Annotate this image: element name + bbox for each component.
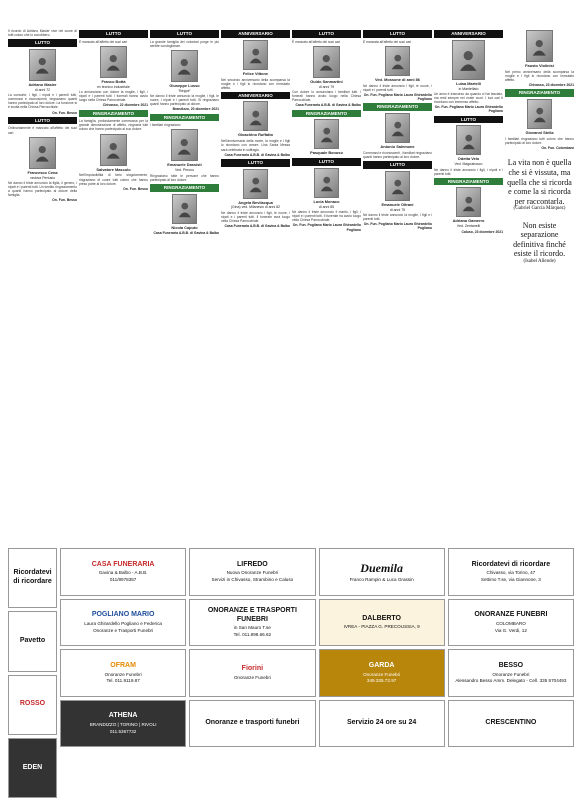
portrait-silhouette-icon [177,135,192,156]
ad-line: Alessandro Besso Amm. Delegato - Cell. 335 5704493 [455,678,567,684]
ad-title: Onoranze e trasporti funebri [205,719,300,727]
ad-title: ATHENA [108,712,138,720]
ad-line: IVREA - PIAZZA G. PRECOUSSIA, 9 [343,624,420,630]
portrait-photo [313,46,339,78]
notice-signature: Casa Funeraria A.B.B. di Gavina & Balbo [224,152,290,157]
portrait-photo [172,194,197,224]
portrait-silhouette-icon [462,131,476,151]
quote-author: (Gabriel García Márquez) [513,206,566,212]
notice-header: RINGRAZIAMENTO [363,103,432,111]
notice-header: LUTTO [292,158,361,166]
obituary-column [363,28,432,538]
deceased-name: Fausto Violinisi [525,63,554,68]
notice-header: LUTTO [8,117,77,125]
memorial-quote: La vita non è quella che si è vissuta, ma quella che si ricorda e come la si ricorda per raccontarla. [507,158,572,206]
deceased-subtitle: "Beppe" [178,88,191,93]
advertisement [319,700,445,748]
obituaries-area [8,28,574,538]
advertisement [319,599,445,647]
obituary-column [505,28,574,538]
ad-line: Laura Ghirardello Pogliano e Federica [84,621,162,627]
notice-text: I familiari ringraziano [150,123,181,128]
notice-text: Ne danno il triste annuncio i figli, le nuore, i nipoti e i parenti tutti. [363,83,432,92]
deceased-name: Nicola Caputo [171,224,198,230]
notice-text: Lo annunciano con dolore la moglie, i figli, i nipoti e i parenti tutti. I funerali hanno avuto luogo nella Chiesa Parrocchiale. [79,89,148,103]
advertisement [448,649,574,697]
portrait-silhouette-icon [320,124,334,144]
ad-title: Ricordatevi di ricordare [13,569,52,586]
portrait-photo [385,113,410,143]
notice-text: Nell'impossibilità di farlo singolarmente, ringraziano di cuore tutti coloro che hanno preso parte al loro dolore. [79,173,148,186]
portrait-silhouette-icon [391,51,405,71]
portrait-photo [527,99,552,129]
ad-line: Onoranze e Trasporti Funebri [93,627,154,633]
deceased-name: Emanuele Dassisti [167,162,202,168]
portrait-silhouette-icon [459,46,477,73]
ad-line: BRANDIZZO | TORINO | RIVOLI [89,722,157,728]
notice-signature: Casa Funeraria A.B.B. di Gavina & Balbo [153,231,219,236]
deceased-name: Franco Bottà [101,78,126,84]
ad-title: OFRAM [110,661,136,669]
notice-header: LUTTO [363,161,432,169]
ad-title: Ricordatevi di ricordare [471,560,551,568]
notice-header: LUTTO [150,30,219,38]
portrait-photo [452,40,485,80]
notice-header: RINGRAZIAMENTO [505,89,574,97]
quote-author: (Isabel Allende) [523,259,556,265]
notice-signature: Brandizzo, 20 dicembre 2021 [172,107,219,112]
portrait-photo [385,171,410,201]
advertisement [60,599,186,647]
advertisement [448,548,574,596]
advertisement [189,548,315,596]
notice-signature: On. Fun. Colombaro [541,146,574,151]
notice-text: Il ricordo di Adriano Masier vive nel cuore di tutti coloro che lo conobbero. [8,29,77,38]
deceased-subtitle: Ved. Magnabosco [454,162,483,167]
notice-signature: Casa Funeraria A.B.B. di Gavina & Balbo [295,103,361,108]
notice-header: RINGRAZIAMENTO [79,110,148,118]
notice-signature: Chivasso, 23 dicembre 2021 [528,83,574,88]
deceased-subtitle: Ved. Zentanelli [456,224,481,229]
deceased-subtitle: ex tecnico industriale [97,84,130,89]
ad-line: 349.335.72.97 [366,678,397,684]
deceased-name: Gioachino Ruffatto [237,132,273,138]
portrait-photo [243,40,268,70]
advertisement [8,738,57,798]
notice-text: Ringraziano tutte le persone che hanno partecipato al loro dolore. [150,173,219,182]
ad-title: LIFREDO [237,560,268,568]
ad-line: Via G. Verdi, 12 [494,627,527,633]
ad-title: GARDA [368,661,395,669]
obituary-column [8,28,77,538]
notice-text: Ne danno il triste annuncio il marito, i figli, i nipoti e i parenti tutti. Il funerale ha avuto luogo nella Chiesa Parrocchiale. [292,209,361,223]
notice-text: Ne danno il triste annuncio i figli, le nuore, i nipoti e i parenti tutti. Il funerale avrà luogo nella Chiesa Parrocchiale. [221,210,290,223]
portrait-photo [29,137,55,169]
advertisement [60,548,186,596]
ad-line: 011/8978357 [109,577,137,583]
notice-header: ANNIVERSARIO [221,92,290,100]
notice-header: LUTTO [79,30,148,38]
portrait-photo [171,129,197,161]
notice-text: Nel secondo anniversario della scomparsa la moglie e i figli lo ricordano con immutato affetto. [221,77,290,90]
notice-header: LUTTO [434,116,503,124]
notice-signature: On. Fun. Pogliano Mario Laura Ghirardello Pogliano [363,222,432,231]
notice-signature: On. Fun. Besso [52,110,77,115]
obituary-column [221,28,290,538]
notice-header: RINGRAZIAMENTO [150,184,219,192]
deceased-name: Lucia Monaco [313,198,340,204]
notice-header: LUTTO [8,39,77,47]
deceased-name: Luisa Martelli [456,80,481,86]
notice-text: Ne danno il triste annuncio i figli, i nipoti e i parenti tutti. [434,167,503,176]
notice-header: LUTTO [363,30,432,38]
portrait-silhouette-icon [462,193,476,213]
portrait-photo [171,50,197,82]
ad-line: Tel. 011.898.66.62 [233,632,272,638]
deceased-name: Emanuele Oltrani [381,201,414,207]
ad-title: BESSO [498,661,524,669]
obituary-column [79,28,148,538]
deceased-name: Giovanni Stella [525,130,554,136]
ad-line: Tel. 011.9119.87 [106,678,140,684]
advertisement [60,700,186,748]
portrait-silhouette-icon [532,36,547,57]
deceased-subtitle: Ved. Pirroco [174,168,195,173]
notice-header: RINGRAZIAMENTO [292,110,361,118]
portrait-photo [456,125,481,155]
portrait-silhouette-icon [319,51,334,72]
notice-signature: On. Fun. Pogliano Mario Laura Ghirardello Pogliano [363,92,432,102]
portrait-silhouette-icon [178,199,192,219]
advertisement [8,548,57,608]
ad-title: POGLIANO MARIO [91,611,155,619]
ad-line: Gavina & Balbo - A.B.B. [98,570,148,576]
deceased-name: Guido Sanmartini [310,78,343,84]
portrait-silhouette-icon [106,51,121,72]
portrait-photo [526,30,552,62]
notice-signature: On. Fun. Pogliano Mario Laura Ghirardello Pogliano [292,223,361,232]
portrait-photo [243,169,268,199]
deceased-name: Adriana Gamerro [452,218,485,224]
notice-text: I familiari ringraziano tutti coloro che hanno partecipato al loro dolore. [505,136,574,146]
deceased-name: Antonio Salemone [380,143,415,149]
notice-text: Commossi e riconoscenti, i familiari ringraziano quanti hanno partecipato al loro dolore. [363,150,432,159]
ad-line: COLOMBARO [495,621,526,627]
deceased-name: Francesco Cena [27,169,58,175]
portrait-silhouette-icon [320,173,334,193]
ad-title: Fiorini [241,665,264,673]
ad-line: 011.5367732 [109,728,137,734]
portrait-photo [29,49,55,81]
notice-signature: On. Fun. Besso [52,198,77,203]
deceased-subtitle: di anni 85 [318,204,335,209]
portrait-silhouette-icon [249,174,263,194]
ad-title: ONORANZE E TRASPORTI FUNEBRI [207,606,297,623]
deceased-name: Angela Bevilacqua [238,199,273,205]
portrait-silhouette-icon [391,118,405,138]
ad-title: DALBERTO [362,614,401,622]
memorial-quote: Non esiste separazione definitiva finché esiste il ricordo. [513,220,566,259]
ad-title: Pavetto [19,637,46,644]
portrait-photo [100,134,126,166]
notice-text: Ne danno il triste annuncio la figlia, il genero, i nipoti e i parenti tutti. Un sentito ringraziamento a quanti hanno partecipato al dolore della famiglia. [8,180,77,198]
portrait-silhouette-icon [106,139,121,160]
notice-header: LUTTO [292,30,361,38]
ad-line: Onoranze Funebri [363,671,401,677]
notice-header: LUTTO [221,159,290,167]
advertisement [448,700,574,748]
notice-text: È mancato all'affetto dei suoi cari [79,39,128,44]
deceased-name: Odetta Velo [457,156,480,162]
advertisement [189,700,315,748]
notice-header: ANNIVERSARIO [221,30,290,38]
notice-signature: On. Fun. Pogliano Mario Laura Ghirardello Pogliano [434,105,503,114]
advertisement [319,548,445,596]
deceased-name: Salvatore Mascolo [96,166,131,172]
ad-line: Settimo T.se, via Giannone, 3 [480,577,541,583]
deceased-subtitle: di anni 75 [389,207,406,212]
deceased-subtitle: di anni 72 [34,87,51,92]
notice-header: RINGRAZIAMENTO [150,114,219,122]
portrait-silhouette-icon [35,142,50,163]
notice-signature: On. Fun. Besso [123,186,148,191]
portrait-photo [243,101,268,131]
deceased-subtitle: di anni 79 [318,84,335,89]
deceased-name: Pasquale Bonuso [310,150,343,156]
notice-text: Nel primo anniversario della scomparsa la moglie e i figli lo ricordano con immutato affetto. [505,69,574,83]
ad-line: Onoranze Funebri [233,675,271,680]
notice-text: Ordinariamente è mancato all'affetto dei suoi cari [8,126,77,135]
deceased-name: Felice Vittone [242,70,269,76]
notice-text: La famiglia, profondamente commossa per la grande dimostrazione di affetto, ringrazia tutti coloro che hanno partecipato al suo dolore. [79,119,148,132]
portrait-photo [100,46,126,78]
ad-line: Chivasso, via Torino, 47 [486,570,536,576]
ad-line: Franco Rampin & Luca Grassin [349,576,414,582]
portrait-photo [456,187,481,217]
notice-text: Un anno è trascorso da quando ci hai lasciato, ma resti sempre nei nostri cuori. I tuoi cari ti ricordano con immenso affetto. [434,91,503,105]
deceased-subtitle: vedova Pertusio [29,175,56,180]
advertisement [189,649,315,697]
deceased-name: Ved. Mossone di anni 86 [375,76,420,82]
portrait-photo [314,168,339,198]
obituary-column [292,28,361,538]
ad-title: Servizio 24 ore su 24 [346,719,417,727]
ad-title: CASA FUNERARIA [91,560,155,568]
obituary-column [150,28,219,538]
ad-title: ROSSO [19,700,46,708]
portrait-silhouette-icon [391,176,405,196]
advertisement [8,675,57,735]
deceased-name: Adriano Masier [28,81,57,87]
notice-text: È mancata all'affetto dei suoi cari [363,39,412,44]
ad-title: ONORANZE FUNEBRI [474,611,548,619]
notice-text: È mancato all'affetto dei suoi cari [292,39,341,44]
notice-text: Ne danno il triste annuncio la moglie, i figli e i parenti tutti. [363,212,432,222]
notice-signature: Chivasso, 22 dicembre 2021 [102,103,148,108]
ad-line: Servizi in Chivasso, Strambino e Caluso [211,577,294,583]
notice-header: ANNIVERSARIO [434,30,503,38]
notice-signature: Casa Funeraria A.B.B. di Gavina & Balbo [224,224,290,229]
notice-header: RINGRAZIAMENTO [434,178,503,186]
ad-title: EDEN [22,763,43,771]
portrait-silhouette-icon [35,54,50,75]
portrait-silhouette-icon [249,107,263,127]
portrait-photo [385,46,410,76]
notice-text: Con dolore lo annunciano i familiari tutti. I funerali hanno avuto luogo nella Chiesa Parrocchiale. [292,89,361,103]
ad-line: Onoranze Funebri [104,671,142,677]
notice-text: La consorte, i figli, i nipoti e i parenti tutti, commossi e riconoscenti, ringraziano quanti hanno partecipato al loro dolore. La funzione si è svolta nella Chiesa Parrocchiale. [8,93,77,110]
notice-text: Ne danno il triste annuncio la moglie, i figli, le nuore, i nipoti e i parenti tutti. Si ringraziano quanti hanno partecipato al dolore. [150,94,219,107]
advertisement [8,611,57,671]
notice-signature: Caluso, 23 dicembre 2021 [461,229,503,234]
advertisement [60,649,186,697]
ad-line: in San Mauro T.se [233,625,271,631]
deceased-subtitle: in Mantellato [458,86,479,91]
portrait-silhouette-icon [177,55,192,76]
advertisement [189,599,315,647]
portrait-silhouette-icon [249,45,263,65]
deceased-name: Giuseppe Lusso [169,82,200,88]
deceased-subtitle: (Gina) ved. Milanesio di anni 82 [230,205,281,210]
obituary-column [434,28,503,538]
advertisement [448,599,574,647]
ad-line: Onoranze Funebri [492,671,530,677]
portrait-silhouette-icon [533,104,547,124]
ad-title: CRESCENTINO [485,719,537,727]
ad-title: Duemila [360,560,403,575]
left-ads-column [8,548,57,798]
ad-line: Nuova Onoranze Funebri [226,570,279,576]
advertisements-grid [60,548,574,798]
portrait-photo [314,119,339,149]
notice-text: La grande famiglia dei volontari porge le più sentite condoglianze. [150,39,219,48]
notice-text: Nell'anniversario della morte, la moglie e i figli lo ricordano con amore. Una Santa Messa sarà celebrata in suffragio. [221,139,290,152]
advertisement [319,649,445,697]
